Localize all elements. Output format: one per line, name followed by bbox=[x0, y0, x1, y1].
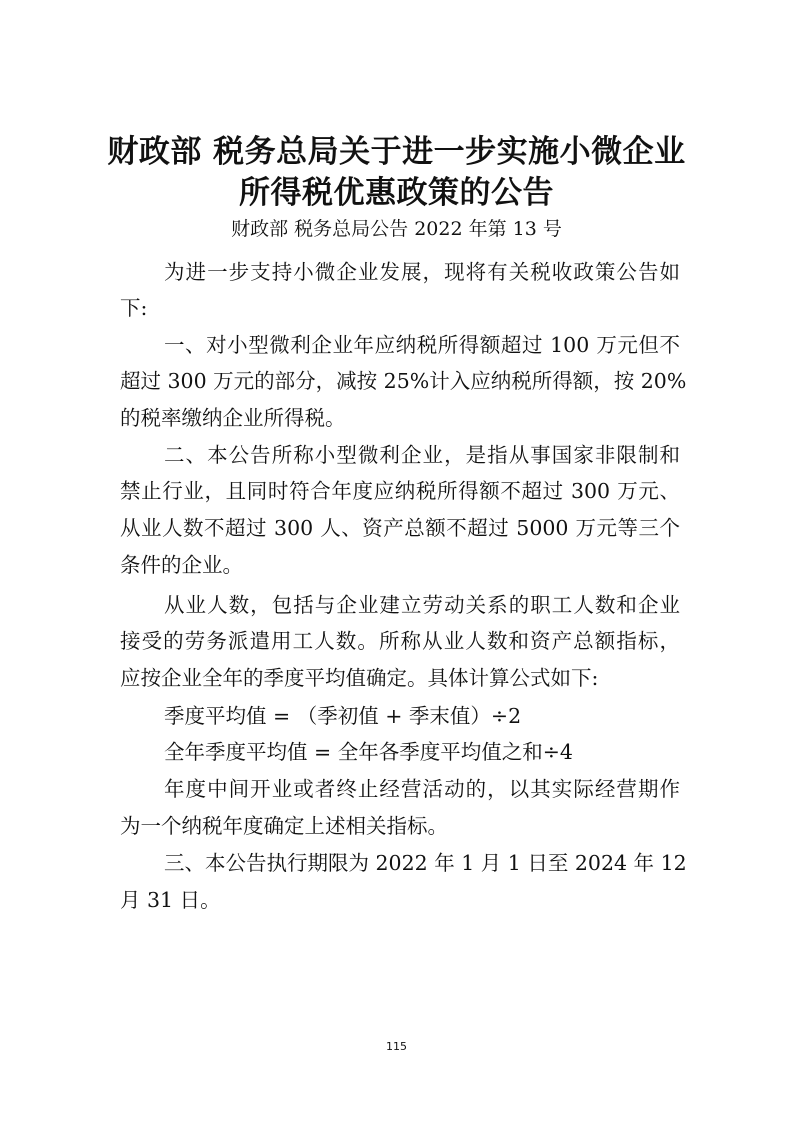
paragraph-line: 从业人数不超过 300 人、资产总额不超过 5000 万元等三个 bbox=[120, 516, 680, 540]
paragraph-line: 月 31 日。 bbox=[120, 888, 221, 912]
paragraph-line: 三、本公告执行期限为 2022 年 1 月 1 日至 2024 年 12 bbox=[164, 851, 687, 875]
paragraph-line: 的税率缴纳企业所得税。 bbox=[120, 406, 346, 430]
document-title-line-2: 所得税优惠政策的公告 bbox=[239, 175, 554, 211]
paragraph-line: 为一个纳税年度确定上述相关指标。 bbox=[120, 814, 448, 838]
paragraph-line: 从业人数，包括与企业建立劳动关系的职工人数和企业 bbox=[164, 593, 680, 617]
document-title-line-1: 财政部 税务总局关于进一步实施小微企业 bbox=[107, 134, 686, 170]
paragraph-line: 超过 300 万元的部分，减按 25%计入应纳税所得额，按 20% bbox=[120, 369, 687, 393]
paragraph-line: 一、对小型微利企业年应纳税所得额超过 100 万元但不 bbox=[164, 333, 680, 357]
formula-quarterly-average: 季度平均值 = （季初值 + 季末值）÷2 bbox=[164, 704, 522, 728]
paragraph-line: 为进一步支持小微企业发展，现将有关税收政策公告如 bbox=[164, 260, 680, 284]
document-number: 财政部 税务总局公告 2022 年第 13 号 bbox=[231, 218, 562, 240]
paragraph-line: 应按企业全年的季度平均值确定。具体计算公式如下: bbox=[120, 666, 599, 690]
paragraph-line: 禁止行业，且同时符合年度应纳税所得额不超过 300 万元、 bbox=[120, 479, 680, 503]
paragraph-line: 下: bbox=[120, 296, 148, 320]
formula-annual-average: 全年季度平均值 = 全年各季度平均值之和÷4 bbox=[164, 740, 573, 764]
paragraph-line: 二、本公告所称小型微利企业，是指从事国家非限制和 bbox=[164, 443, 680, 467]
page-number: 115 bbox=[386, 1040, 407, 1053]
paragraph-line: 接受的劳务派遣用工人数。所称从业人数和资产总额指标， bbox=[120, 629, 680, 653]
paragraph-line: 条件的企业。 bbox=[120, 553, 243, 577]
paragraph-line: 年度中间开业或者终止经营活动的，以其实际经营期作 bbox=[164, 777, 680, 801]
